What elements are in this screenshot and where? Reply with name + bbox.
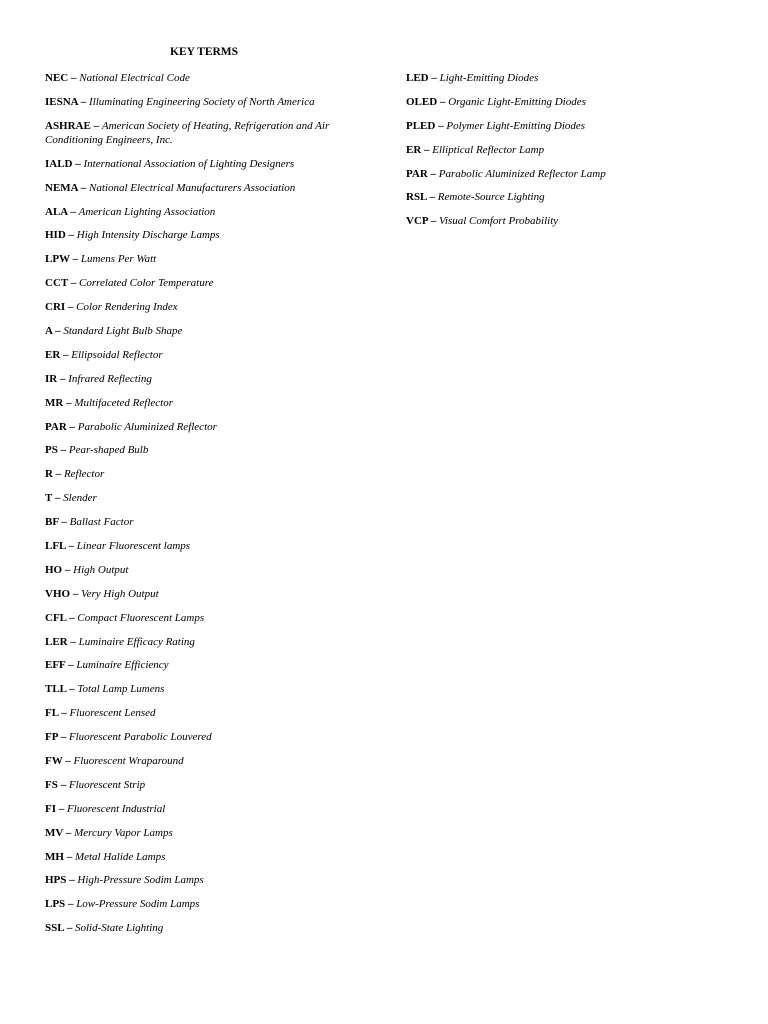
- term-abbreviation: T: [45, 492, 53, 505]
- term-separator: –: [69, 253, 81, 266]
- key-terms-left-column: [45, 71, 345, 945]
- term-definition: Multifaceted Reflector: [74, 396, 173, 409]
- term-definition: Metal Halide Lamps: [74, 850, 166, 863]
- term-entry: [45, 491, 345, 505]
- term-separator: –: [52, 468, 64, 481]
- term-separator: –: [57, 731, 69, 744]
- term-abbreviation: LER: [45, 635, 68, 648]
- term-definition: Low-Pressure Sodim Lamps: [76, 898, 200, 911]
- term-entry: [406, 190, 736, 204]
- term-definition: Parabolic Aluminized Reflector Lamp: [438, 167, 606, 180]
- term-abbreviation: VCP: [406, 215, 428, 228]
- term-definition: Linear Fluorescent lamps: [76, 540, 191, 553]
- term-entry: [45, 396, 345, 410]
- term-separator: –: [57, 444, 69, 457]
- term-abbreviation: ALA: [45, 205, 68, 218]
- term-abbreviation: LPS: [45, 898, 66, 911]
- term-abbreviation: NEMA: [45, 181, 78, 194]
- term-abbreviation: CCT: [45, 277, 69, 290]
- term-definition: Visual Comfort Probability: [439, 215, 559, 228]
- term-separator: –: [437, 95, 449, 108]
- term-abbreviation: PLED: [406, 119, 436, 132]
- term-definition: Ballast Factor: [69, 516, 134, 529]
- term-separator: –: [56, 802, 67, 815]
- term-entry: [406, 143, 736, 157]
- term-abbreviation: PS: [45, 444, 58, 457]
- term-definition: American Society of Heating, Refrigeration and Air Conditioning Engineers, Inc.: [45, 119, 330, 146]
- term-definition: Light-Emitting Diodes: [439, 72, 539, 84]
- term-abbreviation: ER: [406, 143, 422, 156]
- term-separator: –: [427, 167, 439, 180]
- term-entry: [45, 897, 345, 911]
- term-separator: –: [66, 420, 78, 433]
- term-entry: [45, 706, 345, 720]
- term-definition: Fluorescent Lensed: [69, 707, 156, 720]
- term-separator: –: [60, 348, 72, 361]
- term-abbreviation: VHO: [45, 587, 71, 600]
- term-entry: [45, 873, 345, 887]
- term-entry: [45, 95, 345, 109]
- term-abbreviation: FL: [45, 707, 59, 720]
- term-abbreviation: LFL: [45, 540, 66, 553]
- term-abbreviation: ER: [45, 348, 61, 361]
- term-definition: Total Lamp Lumens: [77, 683, 165, 696]
- term-abbreviation: FI: [45, 802, 56, 815]
- term-entry: [45, 635, 345, 649]
- term-separator: –: [63, 826, 75, 839]
- term-entry: [45, 754, 345, 768]
- term-separator: –: [62, 755, 74, 768]
- term-entry: [45, 539, 345, 553]
- term-entry: [45, 71, 345, 85]
- term-separator: –: [65, 229, 77, 242]
- term-separator: –: [68, 72, 80, 84]
- term-entry: [45, 324, 345, 338]
- term-abbreviation: A: [45, 325, 53, 337]
- term-entry: [406, 214, 736, 228]
- term-abbreviation: HO: [45, 563, 63, 576]
- term-abbreviation: BF: [45, 516, 59, 529]
- term-definition: Fluorescent Wraparound: [73, 755, 184, 768]
- term-separator: –: [426, 191, 438, 204]
- term-definition: High Output: [73, 563, 129, 576]
- term-definition: Solid-State Lighting: [74, 922, 164, 935]
- term-separator: –: [57, 372, 69, 385]
- term-entry: [45, 611, 345, 625]
- term-definition: Compact Fluorescent Lamps: [77, 611, 205, 624]
- term-definition: Illuminating Engineering Society of North America: [89, 95, 315, 108]
- term-abbreviation: OLED: [406, 95, 438, 108]
- term-abbreviation: MR: [45, 396, 64, 409]
- term-entry: [406, 71, 736, 85]
- term-separator: –: [63, 850, 75, 863]
- term-abbreviation: FS: [45, 778, 58, 791]
- term-abbreviation: MH: [45, 850, 64, 863]
- term-separator: –: [435, 119, 447, 132]
- term-entry: [45, 802, 345, 816]
- term-definition: Mercury Vapor Lamps: [74, 826, 173, 839]
- term-entry: [45, 119, 345, 147]
- term-abbreviation: LPW: [45, 253, 70, 266]
- term-definition: Slender: [63, 492, 97, 505]
- term-separator: –: [78, 95, 90, 108]
- term-definition: Polymer Light-Emitting Diodes: [446, 119, 586, 132]
- term-separator: –: [52, 492, 64, 505]
- term-entry: [45, 467, 345, 481]
- term-abbreviation: R: [45, 468, 53, 481]
- term-entry: [45, 778, 345, 792]
- term-abbreviation: FW: [45, 755, 63, 768]
- term-entry: [45, 252, 345, 266]
- term-abbreviation: CFL: [45, 611, 67, 624]
- term-separator: –: [63, 396, 75, 409]
- term-entry: [406, 95, 736, 109]
- term-separator: –: [70, 587, 82, 600]
- term-definition: International Association of Lighting Designers: [83, 157, 295, 170]
- term-abbreviation: TLL: [45, 683, 67, 696]
- term-entry: [45, 826, 345, 840]
- term-entry: [45, 157, 345, 171]
- term-entry: [45, 276, 345, 290]
- page-title: KEY TERMS: [170, 46, 239, 58]
- term-separator: –: [67, 205, 79, 218]
- term-entry: [45, 420, 345, 434]
- term-entry: [45, 921, 345, 935]
- term-separator: –: [428, 215, 439, 228]
- term-entry: [406, 167, 736, 181]
- term-definition: High-Pressure Sodim Lamps: [77, 874, 204, 887]
- term-definition: Standard Light Bulb Shape: [63, 325, 183, 337]
- term-definition: Color Rendering Index: [76, 301, 178, 314]
- term-entry: [45, 850, 345, 864]
- term-definition: Fluorescent Strip: [68, 778, 146, 791]
- term-separator: –: [62, 563, 74, 576]
- term-abbreviation: IESNA: [45, 95, 79, 108]
- term-definition: Ellipsoidal Reflector: [71, 348, 163, 361]
- term-separator: –: [58, 516, 70, 529]
- term-abbreviation: CRI: [45, 301, 66, 314]
- term-abbreviation: NEC: [45, 72, 69, 84]
- term-separator: –: [90, 119, 102, 132]
- term-entry: [45, 515, 345, 529]
- term-definition: National Electrical Code: [79, 72, 190, 84]
- term-entry: [45, 372, 345, 386]
- term-definition: Fluorescent Industrial: [67, 802, 166, 815]
- term-definition: American Lighting Association: [78, 205, 216, 218]
- term-entry: [45, 682, 345, 696]
- term-entry: [45, 300, 345, 314]
- term-separator: –: [57, 778, 69, 791]
- term-entry: [45, 443, 345, 457]
- term-entry: [45, 181, 345, 195]
- term-abbreviation: ASHRAE: [45, 119, 91, 132]
- key-terms-right-column: [406, 71, 736, 238]
- term-separator: –: [66, 874, 78, 887]
- term-definition: High Intensity Discharge Lamps: [76, 229, 220, 242]
- term-separator: –: [63, 922, 75, 935]
- term-separator: –: [67, 635, 79, 648]
- term-definition: Parabolic Aluminized Reflector: [77, 420, 217, 433]
- term-separator: –: [421, 143, 433, 156]
- term-abbreviation: LED: [406, 72, 429, 84]
- term-abbreviation: SSL: [45, 922, 64, 935]
- term-separator: –: [78, 181, 89, 194]
- term-separator: –: [52, 325, 64, 337]
- term-abbreviation: IR: [45, 372, 58, 385]
- term-abbreviation: HID: [45, 229, 66, 242]
- term-abbreviation: PAR: [406, 167, 428, 180]
- term-definition: Fluorescent Parabolic Louvered: [68, 731, 212, 744]
- term-abbreviation: PAR: [45, 420, 67, 433]
- term-definition: Elliptical Reflector Lamp: [432, 143, 545, 156]
- term-abbreviation: EFF: [45, 659, 66, 672]
- term-entry: [45, 587, 345, 601]
- term-separator: –: [68, 277, 80, 290]
- term-definition: Lumens Per Watt: [80, 253, 157, 266]
- term-abbreviation: HPS: [45, 874, 67, 887]
- term-entry: [406, 119, 736, 133]
- term-separator: –: [65, 540, 77, 553]
- term-separator: –: [72, 157, 84, 170]
- term-abbreviation: MV: [45, 826, 64, 839]
- term-definition: Reflector: [63, 468, 105, 481]
- term-entry: [45, 348, 345, 362]
- term-separator: –: [66, 611, 78, 624]
- term-definition: Luminaire Efficiency: [76, 659, 169, 672]
- term-separator: –: [65, 659, 77, 672]
- term-entry: [45, 658, 345, 672]
- term-entry: [45, 228, 345, 242]
- term-definition: Organic Light-Emitting Diodes: [448, 95, 586, 108]
- term-abbreviation: FP: [45, 731, 58, 744]
- term-entry: [45, 205, 345, 219]
- term-definition: Remote-Source Lighting: [437, 191, 545, 204]
- term-separator: –: [58, 707, 70, 720]
- term-definition: Luminaire Efficacy Rating: [78, 635, 195, 648]
- term-definition: Correlated Color Temperature: [79, 277, 214, 290]
- term-separator: –: [428, 72, 440, 84]
- term-abbreviation: RSL: [406, 191, 427, 204]
- term-definition: Pear-shaped Bulb: [68, 444, 149, 457]
- term-definition: Infrared Reflecting: [68, 372, 152, 385]
- term-abbreviation: IALD: [45, 157, 73, 170]
- term-definition: Very High Output: [81, 587, 159, 600]
- term-entry: [45, 730, 345, 744]
- term-definition: National Electrical Manufacturers Association: [89, 181, 296, 194]
- term-separator: –: [65, 301, 77, 314]
- term-separator: –: [66, 683, 78, 696]
- term-entry: [45, 563, 345, 577]
- term-separator: –: [65, 898, 77, 911]
